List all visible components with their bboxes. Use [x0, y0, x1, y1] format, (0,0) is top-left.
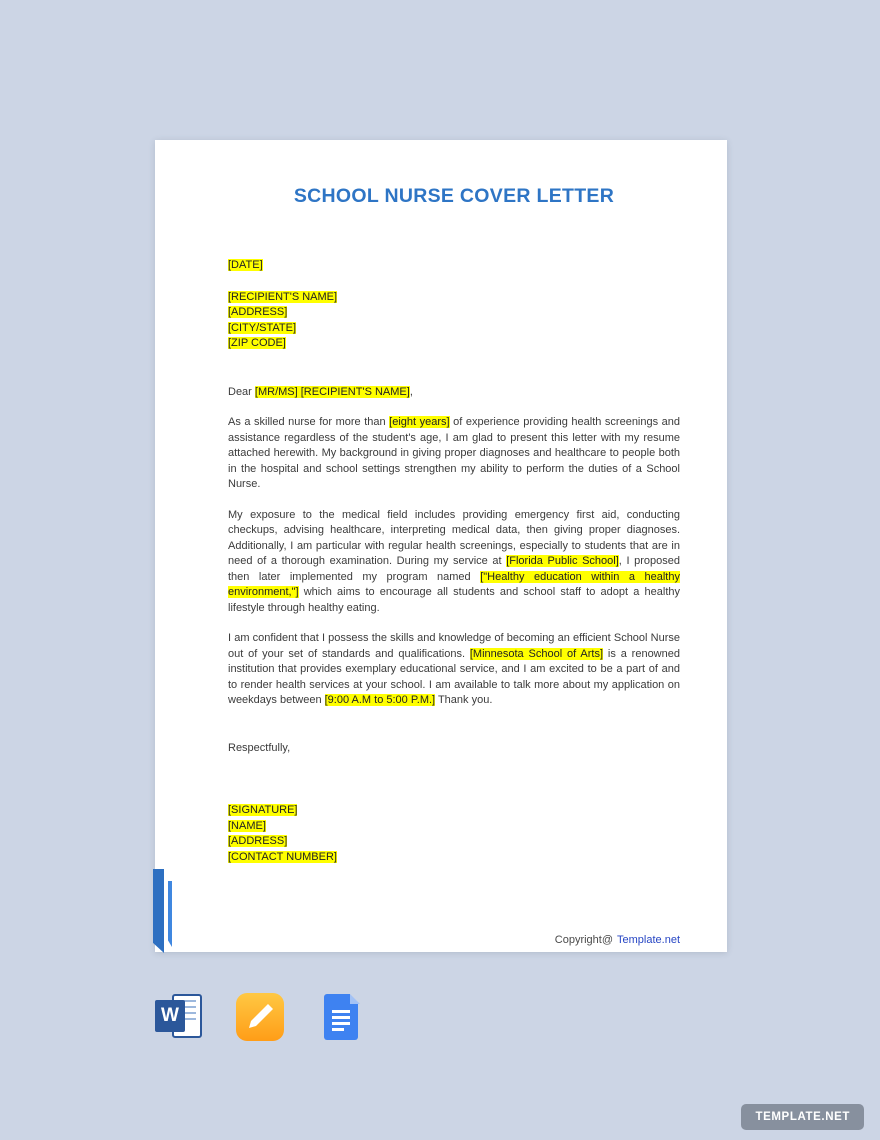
placeholder-line — [228, 819, 680, 835]
copyright-label: Copyright@ — [554, 934, 614, 946]
letter-paragraph-3 — [228, 631, 680, 709]
paragraph-text: , — [409, 385, 413, 398]
placeholder-highlight: [RECIPIENT'S NAME] — [228, 290, 338, 303]
letter-content — [155, 140, 727, 949]
placeholder-highlight: [ZIP CODE] — [228, 337, 286, 349]
placeholder-highlight: [MR/MS] [RECIPIENT'S NAME] — [254, 385, 410, 398]
template-net-watermark: TEMPLATE.NET — [741, 1104, 864, 1130]
placeholder-highlight: [CONTACT NUMBER] — [228, 850, 337, 863]
date-placeholder: [DATE] — [228, 259, 263, 271]
salutation-line — [228, 385, 680, 401]
paragraph-text: My exposure to the medical field includes providing emergency first aid, conducting checkups, advising healthcare, interpreting medical data, then giving proper diagnoses. Additionally, I am particular with regular health screenings, especially to students that are in need of a thorough examination. During my service at — [228, 508, 680, 567]
letter-paragraph-1 — [228, 415, 680, 493]
pen-icon — [236, 993, 284, 1041]
placeholder-line — [228, 803, 680, 819]
date-line — [228, 258, 680, 274]
placeholder-highlight: [eight years] — [389, 416, 450, 428]
paragraph-text: Thank you. — [435, 694, 493, 706]
recipient-block — [228, 290, 680, 352]
placeholder-line — [228, 305, 680, 321]
paragraph-text: which aims to encourage all students and school staff to adopt a healthy lifestyle through healthy eating. — [228, 586, 680, 614]
paragraph-text: I am confident that I possess the skills and knowledge of becoming an efficient School Nurse out of your set of standards and qualifications. — [228, 632, 680, 660]
paragraph-text: As a skilled nurse for more than — [228, 416, 390, 428]
placeholder-line — [228, 834, 680, 850]
placeholder-line — [228, 321, 680, 337]
placeholder-highlight: [CITY/STATE] — [228, 321, 297, 334]
page-edge-ribbon-decoration — [153, 869, 175, 953]
placeholder-highlight: [9:00 A.M to 5:00 P.M.] — [324, 694, 436, 706]
letter-page — [155, 140, 727, 952]
placeholder-highlight: [SIGNATURE] — [228, 804, 298, 816]
signature-block — [228, 803, 680, 865]
copyright-line — [228, 933, 680, 949]
ribbon-stripe-icon — [168, 881, 172, 947]
placeholder-highlight: ["Healthy education within a healthy environment,"] — [228, 570, 680, 598]
template-net-link[interactable]: Template.net — [617, 934, 680, 946]
letter-title: SCHOOL NURSE COVER LETTER — [293, 185, 615, 207]
letter-paragraph-2 — [228, 508, 680, 617]
paragraph-text: is a renowned institution that provides exemplary educational service, and I am excited to be a part of and to render health services at your school. I am available to talk more about my application on weekdays between — [228, 647, 680, 706]
paragraph-text: of experience providing health screenings and assistance regardless of the student's age, I am glad to present this letter with my resume attached herewith. My background in giving proper diagnoses and healthcare to people both in the hospital and school settings strengthen my ability to perform the duties of a School Nurse. — [228, 416, 681, 490]
placeholder-line — [228, 290, 680, 306]
placeholder-highlight: [NAME] — [228, 819, 266, 832]
placeholder-highlight: [Minnesota School of Arts] — [469, 647, 604, 660]
word-letter-badge: W — [155, 1000, 185, 1032]
pages-icon[interactable] — [236, 993, 286, 1041]
file-format-row — [155, 993, 367, 1041]
closing-line: Respectfully, — [228, 741, 291, 754]
ribbon-bar-icon — [153, 869, 164, 953]
paragraph-text: , I proposed then later implemented my program named — [228, 555, 680, 583]
placeholder-line — [228, 850, 680, 866]
placeholder-highlight: [ADDRESS] — [228, 306, 288, 318]
placeholder-highlight: [Florida Public School] — [506, 555, 619, 567]
paragraph-text: Dear — [228, 385, 255, 398]
placeholder-line — [228, 336, 680, 352]
google-docs-icon[interactable] — [317, 993, 367, 1041]
placeholder-highlight: [ADDRESS] — [228, 835, 288, 847]
word-icon[interactable] — [155, 993, 205, 1041]
docs-folded-corner — [350, 994, 360, 1004]
